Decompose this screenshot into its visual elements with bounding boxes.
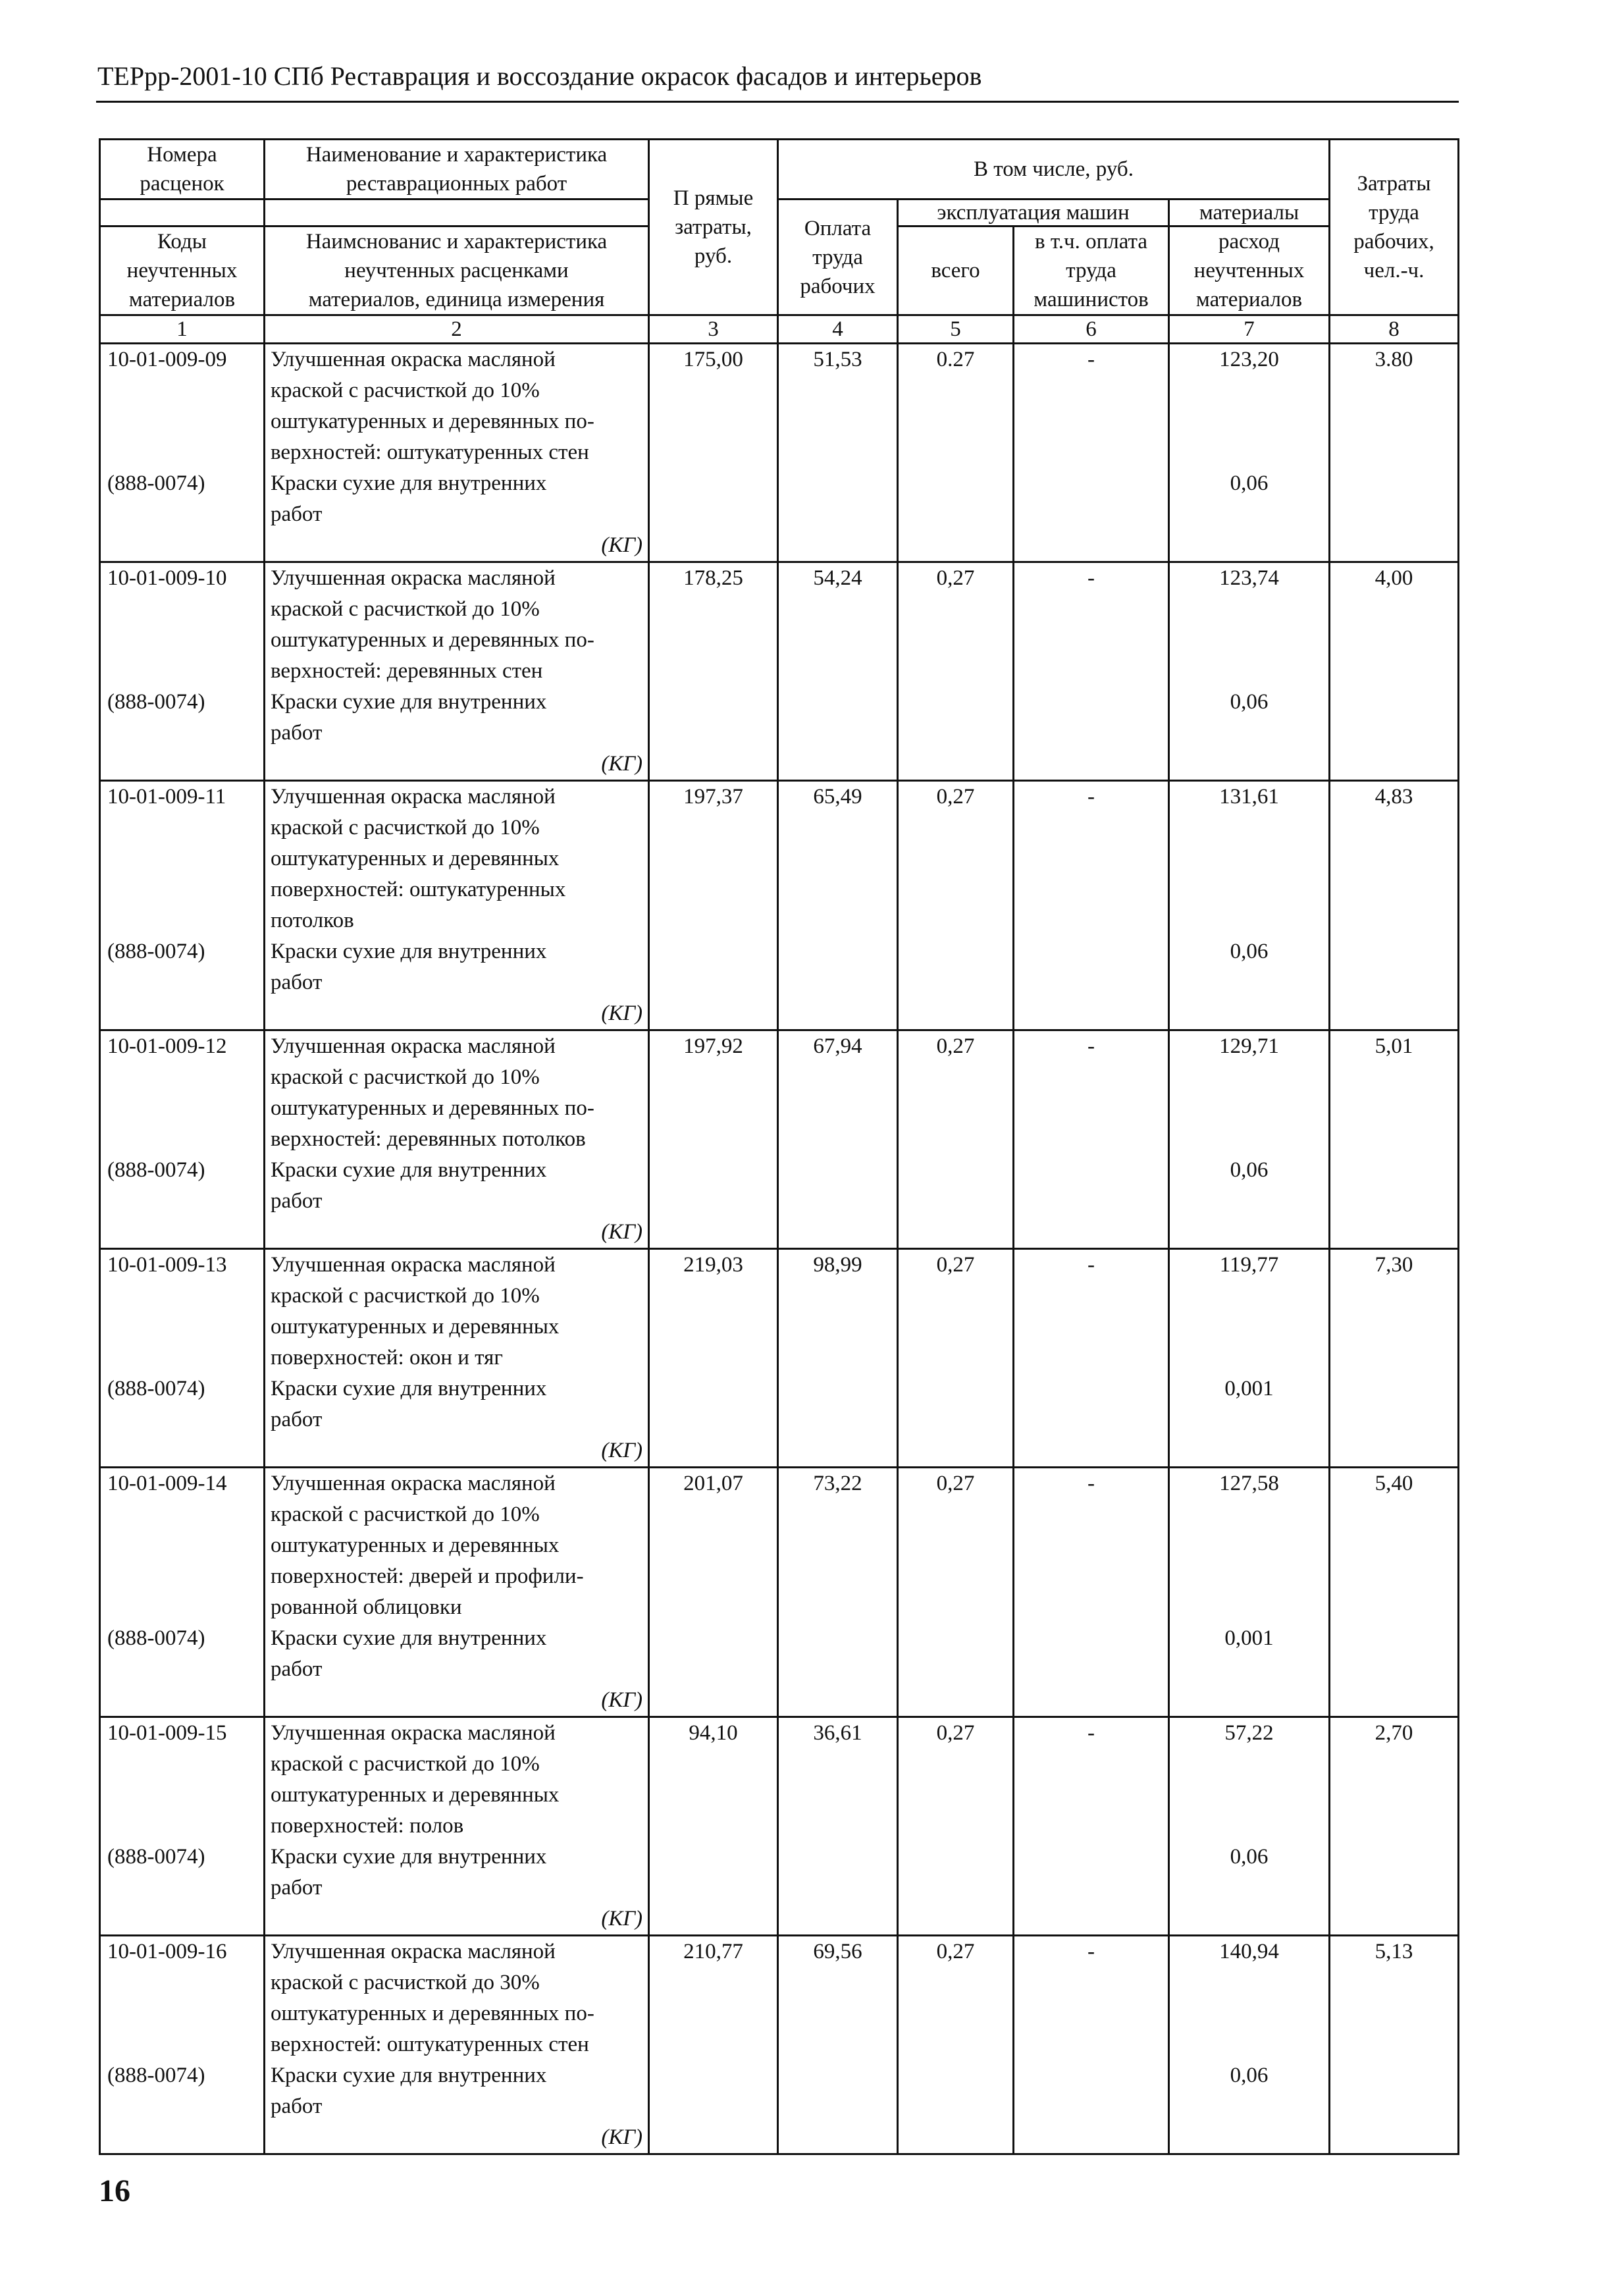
machines-total-value: 0,27 bbox=[936, 1472, 975, 1495]
direct-costs-value: 178,25 bbox=[683, 566, 743, 590]
labor-pay bbox=[778, 1249, 898, 1468]
work-description-line: рованной облицовки bbox=[271, 1595, 462, 1619]
machines-total-value: 0,27 bbox=[936, 1034, 975, 1058]
material-description-line: работ bbox=[271, 502, 323, 526]
spacer bbox=[1175, 813, 1323, 843]
material-description-line: Краски сухие для внутренних bbox=[271, 1626, 547, 1650]
spacer bbox=[1175, 1281, 1323, 1312]
materials-cell bbox=[1169, 781, 1330, 1030]
labor-hours bbox=[1330, 781, 1459, 1030]
work-description-line: оштукатуренных и деревянных bbox=[271, 1315, 560, 1339]
rate-code: 10-01-009-10 bbox=[107, 566, 227, 590]
machines-total bbox=[898, 1030, 1014, 1249]
spacer bbox=[107, 1281, 258, 1312]
direct-costs bbox=[649, 1030, 778, 1249]
machines-total bbox=[898, 562, 1014, 781]
spacer bbox=[1175, 625, 1323, 656]
material-description-line: работ bbox=[271, 2094, 323, 2118]
spacer bbox=[107, 1312, 258, 1343]
labor-pay bbox=[778, 1717, 898, 1936]
description-cell bbox=[265, 1468, 649, 1717]
operators-pay bbox=[1014, 344, 1169, 562]
machines-total-value: 0,27 bbox=[936, 1253, 975, 1277]
machines-total-value: 0.27 bbox=[936, 348, 975, 371]
materials-value: 119,77 bbox=[1219, 1253, 1279, 1277]
rate-code-cell bbox=[100, 781, 265, 1030]
spacer bbox=[1175, 1998, 1323, 2029]
labor-pay bbox=[778, 1030, 898, 1249]
machines-total bbox=[898, 1717, 1014, 1936]
operators-pay-value: - bbox=[1087, 1253, 1095, 1277]
spacer bbox=[107, 1062, 258, 1093]
work-description-line: краской с расчисткой до 10% bbox=[271, 1284, 540, 1308]
spacer bbox=[1175, 1093, 1323, 1124]
work-description-line: верхностей: оштукатуренных стен bbox=[271, 2033, 589, 2056]
material-quantity: 0,06 bbox=[1230, 1845, 1269, 1869]
labor-hours bbox=[1330, 1717, 1459, 1936]
operators-pay bbox=[1014, 1249, 1169, 1468]
direct-costs bbox=[649, 1717, 778, 1936]
work-description-line: краской с расчисткой до 10% bbox=[271, 816, 540, 840]
work-description-line: краской с расчисткой до 10% bbox=[271, 379, 540, 402]
materials-cell bbox=[1169, 1030, 1330, 1249]
column-number: 5 bbox=[898, 315, 1014, 344]
spacer bbox=[1175, 843, 1323, 874]
material-code: (888-0074) bbox=[107, 1626, 205, 1650]
spacer bbox=[107, 1998, 258, 2029]
material-description-line: Краски сухие для внутренних bbox=[271, 1845, 547, 1869]
spacer bbox=[1175, 375, 1323, 406]
materials-cell bbox=[1169, 562, 1330, 781]
spacer bbox=[1175, 406, 1323, 437]
materials-value: 127,58 bbox=[1219, 1472, 1279, 1495]
work-description-line: оштукатуренных и деревянных по- bbox=[271, 2002, 594, 2025]
labor-hours bbox=[1330, 562, 1459, 781]
operators-pay-value: - bbox=[1087, 566, 1095, 590]
materials-cell bbox=[1169, 1936, 1330, 2154]
rate-code-cell bbox=[100, 344, 265, 562]
material-description-line: работ bbox=[271, 1876, 323, 1900]
work-description-line: верхностей: оштукатуренных стен bbox=[271, 440, 589, 464]
table-row bbox=[100, 1468, 1459, 1717]
spacer bbox=[107, 1499, 258, 1530]
work-description-line: Улучшенная окраска масляной bbox=[271, 1034, 556, 1058]
operators-pay bbox=[1014, 1468, 1169, 1717]
material-code: (888-0074) bbox=[107, 2064, 205, 2087]
labor-hours-value: 2,70 bbox=[1375, 1721, 1413, 1745]
col6-header: в т.ч. оплата труда машинистов bbox=[1014, 227, 1169, 315]
unit-label: (КГ) bbox=[601, 1688, 642, 1712]
material-quantity: 0,06 bbox=[1230, 2064, 1269, 2087]
labor-pay-value: 51,53 bbox=[813, 348, 862, 371]
column-number: 8 bbox=[1330, 315, 1459, 344]
labor-hours-value: 5,13 bbox=[1375, 1940, 1413, 1963]
work-description-line: оштукатуренных и деревянных по- bbox=[271, 628, 594, 652]
work-description-line: оштукатуренных и деревянных bbox=[271, 1533, 560, 1557]
operators-pay-value: - bbox=[1087, 348, 1095, 371]
material-code: (888-0074) bbox=[107, 471, 205, 495]
spacer bbox=[1175, 656, 1323, 687]
spacer bbox=[107, 1749, 258, 1780]
labor-pay-value: 98,99 bbox=[813, 1253, 862, 1277]
machines-total bbox=[898, 1468, 1014, 1717]
header-rule bbox=[96, 101, 1459, 103]
machines-total bbox=[898, 781, 1014, 1030]
operators-pay bbox=[1014, 1030, 1169, 1249]
labor-hours-value: 4,83 bbox=[1375, 785, 1413, 809]
rate-code: 10-01-009-13 bbox=[107, 1253, 227, 1277]
labor-hours-value: 5,40 bbox=[1375, 1472, 1413, 1495]
unit-label: (КГ) bbox=[601, 1907, 642, 1931]
col3-header: П рямые затраты, руб. bbox=[649, 140, 778, 315]
material-quantity: 0,06 bbox=[1230, 690, 1269, 714]
material-description-line: работ bbox=[271, 1189, 323, 1213]
direct-costs bbox=[649, 1468, 778, 1717]
work-description-line: оштукатуренных и деревянных по- bbox=[271, 1096, 594, 1120]
material-description-line: Краски сухие для внутренних bbox=[271, 471, 547, 495]
spacer bbox=[107, 2029, 258, 2060]
spacer bbox=[1175, 1312, 1323, 1343]
rate-code: 10-01-009-12 bbox=[107, 1034, 227, 1058]
labor-hours-value: 5,01 bbox=[1375, 1034, 1413, 1058]
unit-label: (КГ) bbox=[601, 1001, 642, 1025]
spacer bbox=[1175, 1062, 1323, 1093]
spacer bbox=[107, 375, 258, 406]
description-cell bbox=[265, 1030, 649, 1249]
spacer bbox=[1175, 905, 1323, 936]
spacer bbox=[1175, 1749, 1323, 1780]
column-number: 6 bbox=[1014, 315, 1169, 344]
spacer bbox=[1175, 1811, 1323, 1842]
labor-hours bbox=[1330, 1468, 1459, 1717]
rate-code: 10-01-009-16 bbox=[107, 1940, 227, 1963]
description-cell bbox=[265, 781, 649, 1030]
spacer bbox=[1175, 1561, 1323, 1592]
operators-pay bbox=[1014, 562, 1169, 781]
labor-hours bbox=[1330, 1030, 1459, 1249]
spacer bbox=[1175, 594, 1323, 625]
material-quantity: 0,001 bbox=[1224, 1377, 1274, 1400]
labor-pay bbox=[778, 1936, 898, 2154]
labor-pay-value: 36,61 bbox=[813, 1721, 862, 1745]
materials-cell bbox=[1169, 1468, 1330, 1717]
work-description-line: Улучшенная окраска масляной bbox=[271, 566, 556, 590]
labor-hours bbox=[1330, 1249, 1459, 1468]
rate-code: 10-01-009-11 bbox=[107, 785, 226, 809]
col2-header-top: Наименование и характеристика реставрационных работ bbox=[265, 140, 649, 200]
materials-value: 129,71 bbox=[1219, 1034, 1279, 1058]
material-quantity: 0,06 bbox=[1230, 471, 1269, 495]
table-row bbox=[100, 562, 1459, 781]
work-description-line: краской с расчисткой до 10% bbox=[271, 1503, 540, 1526]
spacer bbox=[107, 1124, 258, 1155]
spacer bbox=[1175, 1530, 1323, 1561]
spacer bbox=[1175, 1967, 1323, 1998]
machines-header: эксплуатация машин bbox=[898, 200, 1169, 227]
materials-value: 140,94 bbox=[1219, 1940, 1279, 1963]
work-description-line: оштукатуренных и деревянных по- bbox=[271, 410, 594, 433]
labor-pay-value: 65,49 bbox=[813, 785, 862, 809]
direct-costs-value: 94,10 bbox=[689, 1721, 738, 1745]
spacer bbox=[107, 813, 258, 843]
spacer bbox=[107, 406, 258, 437]
materials-cell bbox=[1169, 344, 1330, 562]
labor-pay-value: 54,24 bbox=[813, 566, 862, 590]
col2-header-bottom: Наимснованис и характеристика неучтенных расценками материалов, единица измерения bbox=[265, 227, 649, 315]
work-description-line: краской с расчисткой до 10% bbox=[271, 1752, 540, 1776]
work-description-line: оштукатуренных и деревянных bbox=[271, 1783, 560, 1807]
material-description-line: работ bbox=[271, 971, 323, 994]
col1-header-bottom: Коды неучтенных материалов bbox=[100, 227, 265, 315]
spacer bbox=[1175, 1780, 1323, 1811]
labor-hours bbox=[1330, 1936, 1459, 2154]
rate-code: 10-01-009-14 bbox=[107, 1472, 227, 1495]
spacer bbox=[107, 1343, 258, 1373]
col1-header-top: Номера расценок bbox=[100, 140, 265, 200]
column-number: 3 bbox=[649, 315, 778, 344]
spacer bbox=[107, 1093, 258, 1124]
direct-costs-value: 197,37 bbox=[683, 785, 743, 809]
labor-pay-value: 69,56 bbox=[813, 1940, 862, 1963]
spacer bbox=[107, 437, 258, 468]
labor-pay-value: 73,22 bbox=[813, 1472, 862, 1495]
material-quantity: 0,001 bbox=[1224, 1626, 1274, 1650]
work-description-line: Улучшенная окраска масляной bbox=[271, 1940, 556, 1963]
spacer bbox=[1175, 1343, 1323, 1373]
labor-pay bbox=[778, 344, 898, 562]
price-table bbox=[99, 138, 1459, 2155]
work-description-line: верхностей: деревянных потолков bbox=[271, 1127, 586, 1151]
material-description-line: работ bbox=[271, 721, 323, 745]
group-header: В том числе, руб. bbox=[778, 140, 1330, 200]
direct-costs bbox=[649, 781, 778, 1030]
operators-pay-value: - bbox=[1087, 1472, 1095, 1495]
labor-pay bbox=[778, 781, 898, 1030]
rate-code-cell bbox=[100, 1030, 265, 1249]
machines-total bbox=[898, 1249, 1014, 1468]
direct-costs-value: 175,00 bbox=[683, 348, 743, 371]
column-number: 2 bbox=[265, 315, 649, 344]
direct-costs-value: 219,03 bbox=[683, 1253, 743, 1277]
rate-code-cell bbox=[100, 1468, 265, 1717]
materials-cell bbox=[1169, 1249, 1330, 1468]
page-number: 16 bbox=[99, 2173, 130, 2208]
work-description-line: оштукатуренных и деревянных bbox=[271, 847, 560, 870]
material-description-line: работ bbox=[271, 1657, 323, 1681]
unit-label: (КГ) bbox=[601, 752, 642, 776]
labor-pay bbox=[778, 1468, 898, 1717]
material-code: (888-0074) bbox=[107, 1377, 205, 1400]
spacer bbox=[107, 1592, 258, 1623]
spacer bbox=[1175, 1592, 1323, 1623]
spacer bbox=[107, 1811, 258, 1842]
direct-costs bbox=[649, 1936, 778, 2154]
spacer bbox=[107, 656, 258, 687]
machines-total-value: 0,27 bbox=[936, 1721, 975, 1745]
table-row bbox=[100, 781, 1459, 1030]
direct-costs bbox=[649, 562, 778, 781]
col5-header: всего bbox=[898, 227, 1014, 315]
column-number: 4 bbox=[778, 315, 898, 344]
column-number: 1 bbox=[100, 315, 265, 344]
col7-header: расход неучтенных материалов bbox=[1169, 227, 1330, 315]
work-description-line: Улучшенная окраска масляной bbox=[271, 348, 556, 371]
labor-pay-value: 67,94 bbox=[813, 1034, 862, 1058]
materials-cell bbox=[1169, 1717, 1330, 1936]
operators-pay bbox=[1014, 781, 1169, 1030]
material-code: (888-0074) bbox=[107, 690, 205, 714]
spacer bbox=[107, 1967, 258, 1998]
machines-total bbox=[898, 344, 1014, 562]
operators-pay bbox=[1014, 1936, 1169, 2154]
direct-costs bbox=[649, 344, 778, 562]
materials-value: 131,61 bbox=[1219, 785, 1279, 809]
description-cell bbox=[265, 562, 649, 781]
work-description-line: поверхностей: дверей и профили- bbox=[271, 1564, 584, 1588]
unit-label: (КГ) bbox=[601, 533, 642, 557]
unit-label: (КГ) bbox=[601, 1220, 642, 1244]
direct-costs-value: 197,92 bbox=[683, 1034, 743, 1058]
spacer bbox=[107, 1561, 258, 1592]
work-description-line: верхностей: деревянных стен bbox=[271, 659, 543, 683]
table-row bbox=[100, 1936, 1459, 2154]
column-numbers-row bbox=[100, 315, 1459, 344]
spacer bbox=[107, 594, 258, 625]
description-cell bbox=[265, 344, 649, 562]
materials-value: 123,74 bbox=[1219, 566, 1279, 590]
labor-pay bbox=[778, 562, 898, 781]
machines-total-value: 0,27 bbox=[936, 785, 975, 809]
work-description-line: краской с расчисткой до 10% bbox=[271, 1065, 540, 1089]
work-description-line: поверхностей: оштукатуренных bbox=[271, 878, 566, 901]
table-row bbox=[100, 1030, 1459, 1249]
spacer bbox=[107, 843, 258, 874]
material-description-line: Краски сухие для внутренних bbox=[271, 2064, 547, 2087]
col4-header: Оплата труда рабочих bbox=[778, 200, 898, 315]
material-quantity: 0,06 bbox=[1230, 940, 1269, 963]
work-description-line: Улучшенная окраска масляной bbox=[271, 1253, 556, 1277]
rate-code: 10-01-009-09 bbox=[107, 348, 227, 371]
work-description-line: краской с расчисткой до 10% bbox=[271, 597, 540, 621]
direct-costs-value: 210,77 bbox=[683, 1940, 743, 1963]
col1-header-spacer bbox=[100, 200, 265, 227]
description-cell bbox=[265, 1936, 649, 2154]
table-body bbox=[100, 344, 1459, 2154]
table-row bbox=[100, 1249, 1459, 1468]
rate-code-cell bbox=[100, 1936, 265, 2154]
spacer bbox=[1175, 874, 1323, 905]
material-code: (888-0074) bbox=[107, 940, 205, 963]
spacer bbox=[1175, 1124, 1323, 1155]
unit-label: (КГ) bbox=[601, 1439, 642, 1462]
col2-header-spacer bbox=[265, 200, 649, 227]
material-description-line: Краски сухие для внутренних bbox=[271, 940, 547, 963]
work-description-line: поверхностей: окон и тяг bbox=[271, 1346, 503, 1370]
spacer bbox=[1175, 1499, 1323, 1530]
table-row bbox=[100, 344, 1459, 562]
page-header-title: ТЕРрр-2001-10 СПб Реставрация и воссоздание окрасок фасадов и интерьеров bbox=[97, 61, 982, 91]
machines-total-value: 0,27 bbox=[936, 566, 975, 590]
labor-hours bbox=[1330, 344, 1459, 562]
direct-costs bbox=[649, 1249, 778, 1468]
machines-total bbox=[898, 1936, 1014, 2154]
labor-hours-value: 4,00 bbox=[1375, 566, 1413, 590]
operators-pay-value: - bbox=[1087, 1940, 1095, 1963]
spacer bbox=[107, 1780, 258, 1811]
description-cell bbox=[265, 1717, 649, 1936]
work-description-line: Улучшенная окраска масляной bbox=[271, 1472, 556, 1495]
col8-header: Затраты труда рабочих, чел.-ч. bbox=[1330, 140, 1459, 315]
work-description-line: потолков bbox=[271, 909, 354, 932]
description-cell bbox=[265, 1249, 649, 1468]
spacer bbox=[107, 1530, 258, 1561]
work-description-line: краской с расчисткой до 30% bbox=[271, 1971, 540, 1994]
rate-code-cell bbox=[100, 1717, 265, 1936]
material-description-line: Краски сухие для внутренних bbox=[271, 1377, 547, 1400]
operators-pay-value: - bbox=[1087, 1034, 1095, 1058]
material-description-line: Краски сухие для внутренних bbox=[271, 1158, 547, 1182]
spacer bbox=[107, 874, 258, 905]
direct-costs-value: 201,07 bbox=[683, 1472, 743, 1495]
work-description-line: поверхностей: полов bbox=[271, 1814, 464, 1838]
work-description-line: Улучшенная окраска масляной bbox=[271, 1721, 556, 1745]
rate-code: 10-01-009-15 bbox=[107, 1721, 227, 1745]
unit-label: (КГ) bbox=[601, 2125, 642, 2149]
material-description-line: работ bbox=[271, 1408, 323, 1431]
rate-code-cell bbox=[100, 562, 265, 781]
work-description-line: Улучшенная окраска масляной bbox=[271, 785, 556, 809]
table-row bbox=[100, 1717, 1459, 1936]
operators-pay-value: - bbox=[1087, 1721, 1095, 1745]
materials-header: материалы bbox=[1169, 200, 1330, 227]
spacer bbox=[107, 905, 258, 936]
material-code: (888-0074) bbox=[107, 1845, 205, 1869]
rate-code-cell bbox=[100, 1249, 265, 1468]
material-quantity: 0,06 bbox=[1230, 1158, 1269, 1182]
machines-total-value: 0,27 bbox=[936, 1940, 975, 1963]
material-code: (888-0074) bbox=[107, 1158, 205, 1182]
labor-hours-value: 7,30 bbox=[1375, 1253, 1413, 1277]
operators-pay bbox=[1014, 1717, 1169, 1936]
spacer bbox=[107, 625, 258, 656]
materials-value: 57,22 bbox=[1224, 1721, 1274, 1745]
material-description-line: Краски сухие для внутренних bbox=[271, 690, 547, 714]
column-number: 7 bbox=[1169, 315, 1330, 344]
spacer bbox=[1175, 2029, 1323, 2060]
operators-pay-value: - bbox=[1087, 785, 1095, 809]
materials-value: 123,20 bbox=[1219, 348, 1279, 371]
table-head bbox=[100, 140, 1459, 344]
spacer bbox=[1175, 437, 1323, 468]
labor-hours-value: 3.80 bbox=[1375, 348, 1413, 371]
